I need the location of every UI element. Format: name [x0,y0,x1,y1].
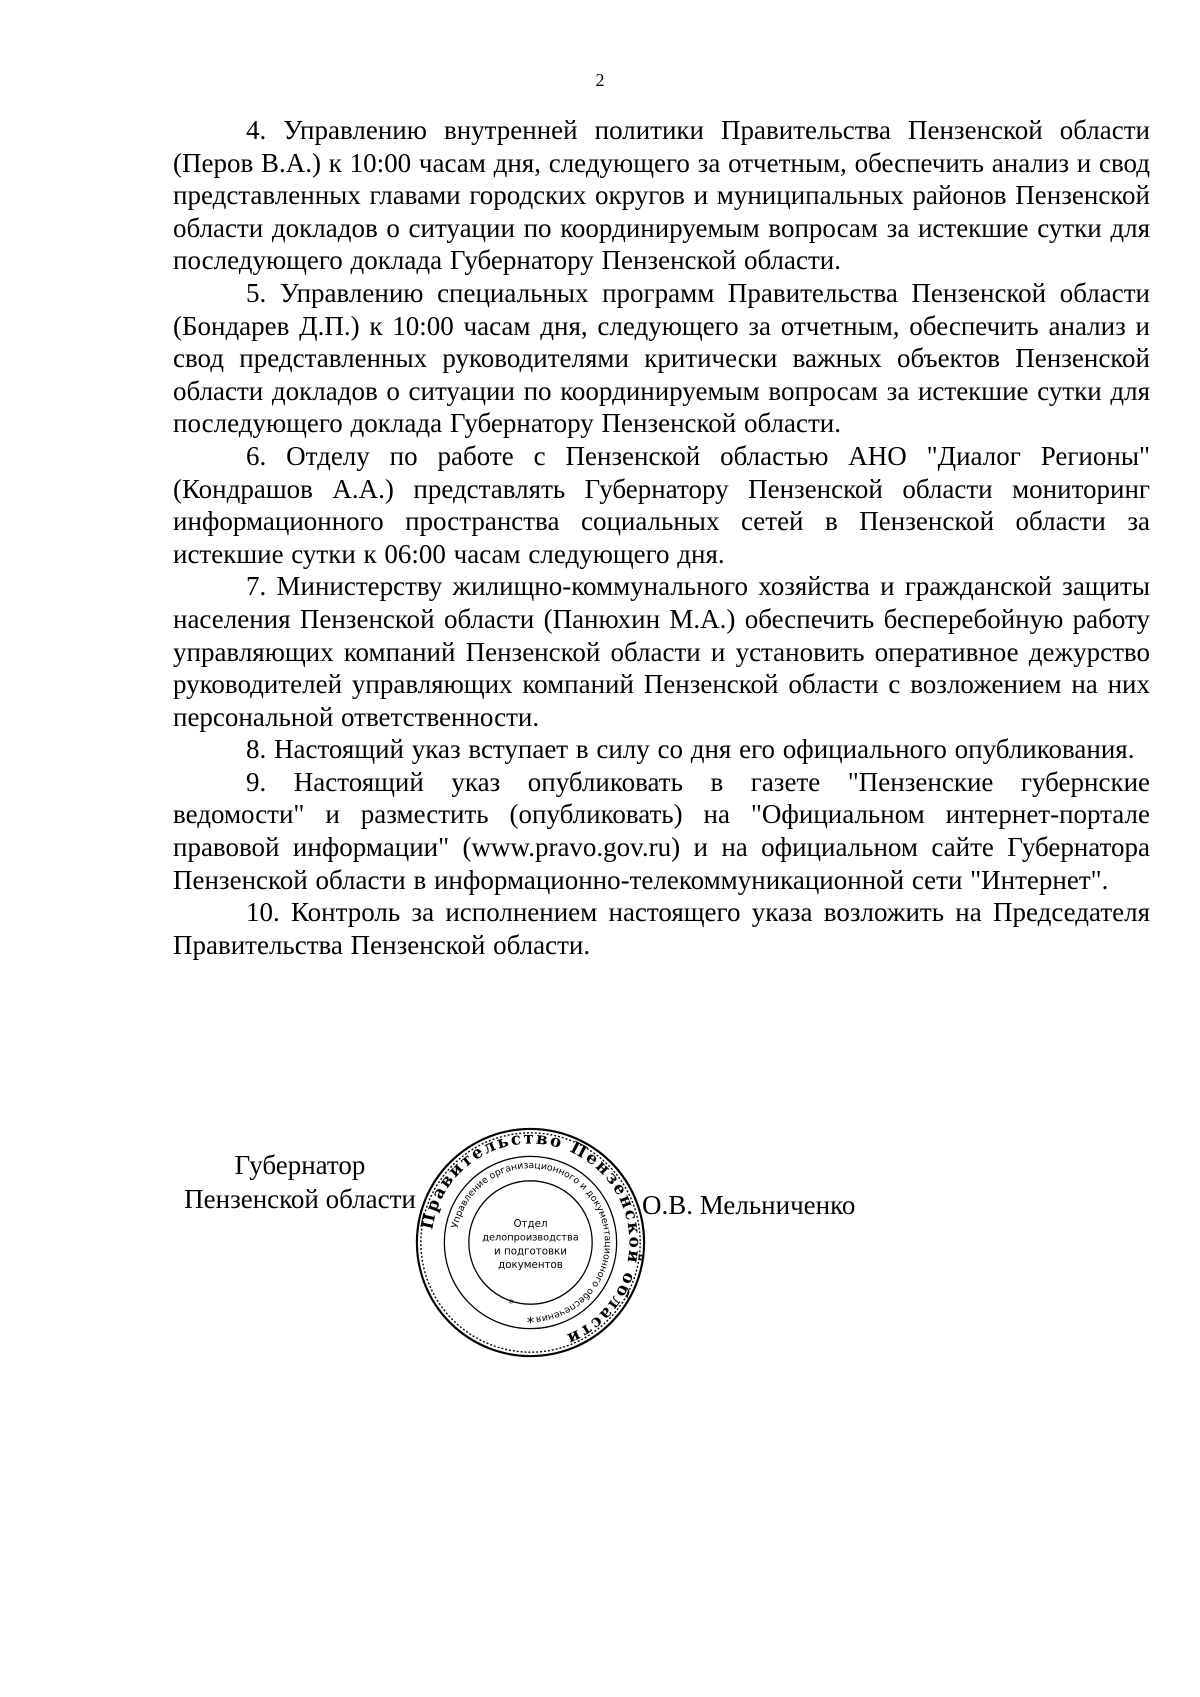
paragraph-9: 9. Настоящий указ опубликовать в газете "Пензенские губернские ведомости" и разместить (опубликовать) на "Официальном интернет-портале правовой информации" (www.pravo.gov.ru) и на официальном сайте Губернатора Пензенской области в информационно-телекоммуникационной сети "Интернет". [173,766,1150,895]
paragraph-10: 10. Контроль за исполнением настоящего указа возложить на Председателя Правительства Пензенской области. [173,897,1150,960]
paragraph-5: 5. Управлению специальных программ Правительства Пензенской области (Бондарев Д.П.) к 10:00 часам дня, следующего за отчетным, обеспечить анализ и свод представленных руководителями критически важных объектов Пензенской области докладов о ситуации по координируемым вопросам за истекшие сутки для последующего доклада Губернатору Пензенской области. [173,277,1150,439]
official-seal-stamp [413,1125,648,1360]
seal-star-bottom: * [526,1314,535,1332]
page-number: 2 [595,70,605,90]
paragraph-4: 4. Управлению внутренней политики Правительства Пензенской области (Перов В.А.) к 10:00 часам дня, следующего за отчетным, обеспечить анализ и свод представленных главами городских округов и муниципальных районов Пензенской области докладов о ситуации по координируемым вопросам за истекшие сутки для последующего доклада Губернатору Пензенской области. [173,115,1150,276]
seal-center-line3: и подготовки [494,1245,567,1258]
paragraph-7: 7. Министерству жилищно-коммунального хозяйства и гражданской защиты населения Пензенской области (Панюхин М.А.) обеспечить бесперебойную работу управляющих компаний Пензенской области и установить оперативное дежурство руководителей управляющих компаний Пензенской области с возложением на них персональной ответственности. [173,571,1150,732]
paragraph-6: 6. Отделу по работе с Пензенской областью АНО "Диалог Регионы" (Кондрашов А.А.) представлять Губернатору Пензенской области мониторинг информационного пространства социальных сетей в Пензенской области за истекшие сутки к 06:00 часам следующего дня. [173,440,1150,569]
seal-center-line4: документов [498,1258,563,1271]
signatory-title [165,1148,435,1216]
seal-center-line2: делопроизводства [482,1232,579,1244]
signatory-title-line2: Пензенской области [184,1184,416,1214]
paragraph-8: 8. Настоящий указ вступает в силу со дня его официального опубликования. [246,734,1135,765]
signatory-name: О.В. Мельниченко [642,1190,856,1220]
seal-star-inner: * [508,1297,514,1311]
seal-center-line1: Отдел [513,1217,548,1230]
seal-outer-text: Правительство Пензенской области [416,1127,646,1351]
document-body [173,114,1150,961]
seal-inner-text: Управление организационного и документационного обеспечения [449,1160,613,1325]
signatory-title-line1: Губернатор [234,1150,366,1180]
